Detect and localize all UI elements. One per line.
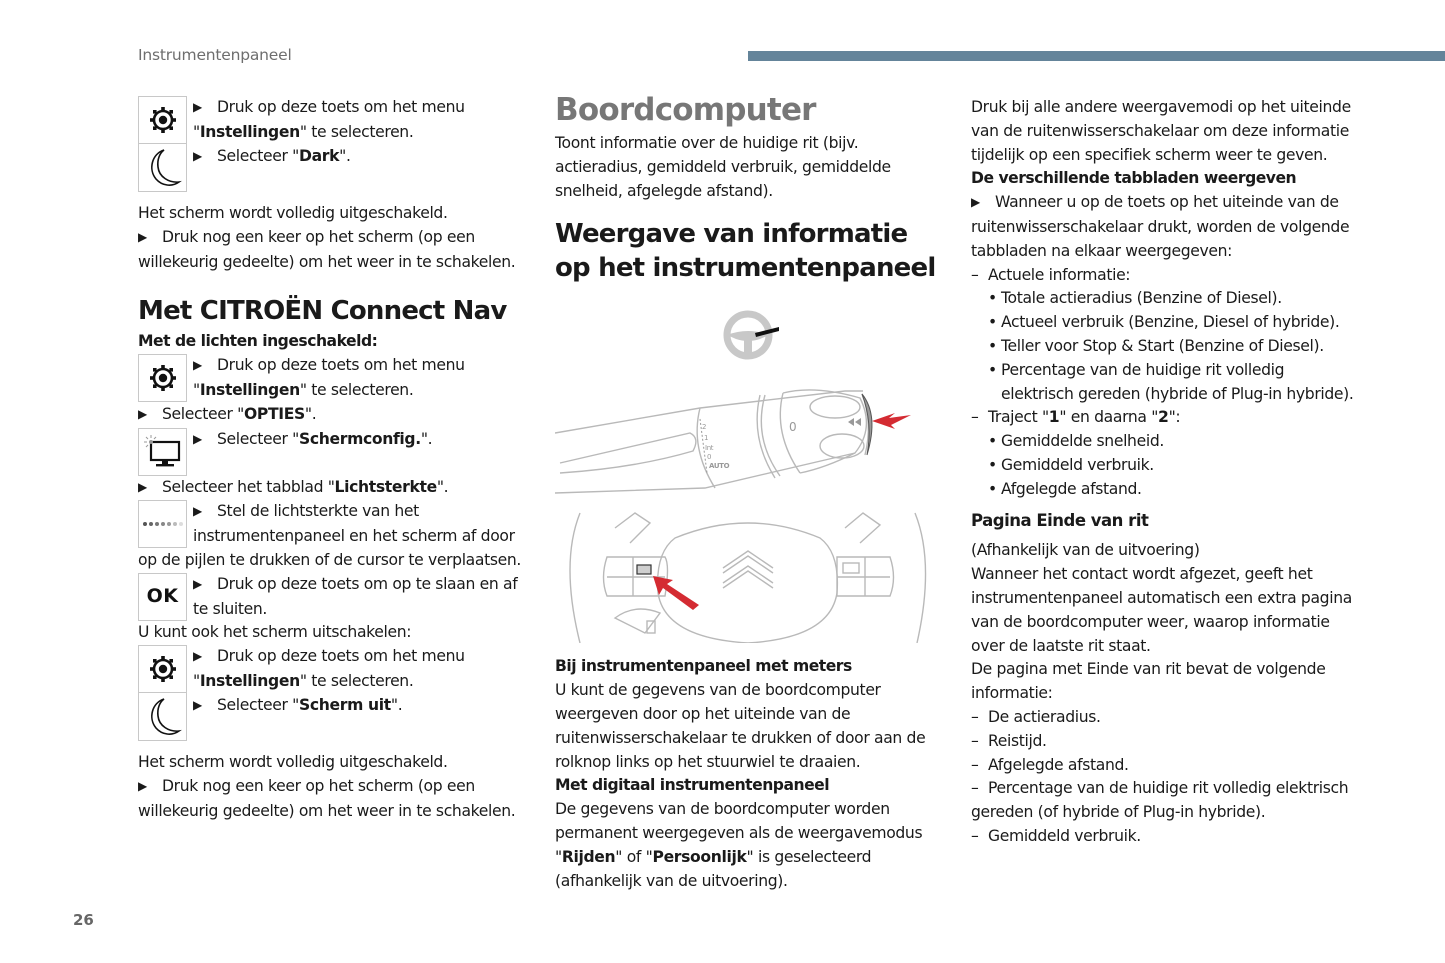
arrow-icon: ▶ <box>971 195 980 210</box>
step-select-brightness-tab: ▶ Selecteer het tabblad "Lichtsterkte". <box>138 476 528 501</box>
svg-text:1: 1 <box>704 434 709 443</box>
analog-cluster-text: U kunt de gegevens van de boordcomputer weergeven door op het uiteinde van de ruitenwisserschakelaar te drukken of door aan de rolknop links op het stuurwiel te draaien. <box>555 681 926 771</box>
list-item: • Teller voor Stop & Start (Benzine of Diesel). <box>988 336 1324 355</box>
digital-cluster-text: De gegevens van de boordcomputer worden permanent weergegeven als de weergavemodus "Rijden" of "Persoonlijk" is geselecteerd (afhankelijk van de uitvoering). <box>555 800 923 890</box>
arrow-icon: ▶ <box>138 406 147 421</box>
trip-label: – Traject "1" en daarna "2": <box>971 408 1181 427</box>
step-open-settings: ▶ Druk op deze toets om het menu "Instellingen" te selecteren. <box>193 98 465 141</box>
list-item: – Percentage van de huidige rit volledig elektrisch gereden (of hybride of Plug-in hybride). <box>971 779 1349 822</box>
monitor-brightness-icon <box>144 434 182 470</box>
arrow-icon: ▶ <box>193 504 202 519</box>
ok-label: OK <box>146 584 179 607</box>
boordcomputer-intro: Toont informatie over de huidige rit (bijv. actieradius, gemiddeld verbruik, gemiddelde snelheid, afgelegde afstand). <box>555 134 891 200</box>
also-switch-off-text: U kunt ook het scherm uitschakelen: <box>138 623 412 642</box>
list-item: • Gemiddelde snelheid. <box>988 432 1164 451</box>
end-of-trip-note: (Afhankelijk van de uitvoering) <box>971 541 1200 560</box>
end-of-trip-text: Wanneer het contact wordt afgezet, geeft het instrumentenpaneel automatisch een extra pagina van de boordcomputer weer, waarop informatie over de laatste rit staat. <box>971 565 1352 655</box>
red-arrow-stalk <box>872 413 911 429</box>
gear-icon <box>148 105 178 135</box>
subheading-lights-on: Met de lichten ingeschakeld: <box>138 332 378 351</box>
current-info-label: – Actuele informatie: <box>971 265 1131 284</box>
subheading-end-of-trip: Pagina Einde van rit <box>971 510 1149 530</box>
running-head-title: Instrumentenpaneel <box>138 46 292 64</box>
list-item: – Afgelegde afstand. <box>971 755 1129 774</box>
moon-icon <box>144 696 182 738</box>
illustration-svg <box>555 303 940 643</box>
end-of-trip-contents: De pagina met Einde van rit bevat de volgende informatie: <box>971 660 1326 703</box>
subheading-tabs: De verschillende tabbladen weergeven <box>971 169 1297 188</box>
screen-off-text: Het scherm wordt volledig uitgeschakeld. <box>138 753 448 772</box>
screen-config-step: ▶ Selecteer "Schermconfig.". <box>138 428 528 476</box>
settings-button-icon[interactable] <box>138 645 187 693</box>
list-item: – Gemiddeld verbruik. <box>971 826 1141 845</box>
svg-text:Int: Int <box>705 444 714 453</box>
stalk-position-2: 2 <box>702 423 707 432</box>
settings-button-icon[interactable] <box>138 354 187 402</box>
arrow-icon: ▶ <box>193 649 202 664</box>
list-item: • Percentage van de huidige rit volledig elektrisch gereden (hybride of Plug-in hybride). <box>988 360 1354 403</box>
tabs-step: ▶ Wanneer u op de toets op het uiteinde van de ruitenwisserschakelaar drukt, worden de volgende tabbladen na elkaar weergegeven: <box>971 193 1350 260</box>
connect-nav-settings-step: ▶ Druk op deze toets om het menu "Instellingen" te selecteren. <box>138 354 528 403</box>
red-arrow-wheel <box>653 576 699 610</box>
arrow-icon: ▶ <box>193 697 202 712</box>
dark-mode-button-icon[interactable] <box>138 144 187 192</box>
list-item: – De actieradius. <box>971 707 1101 726</box>
screen-off-text: Het scherm wordt volledig uitgeschakeld. <box>138 204 448 222</box>
ok-step: OK ▶ Druk op deze toets om op te slaan en af te sluiten. <box>138 573 528 622</box>
subheading-digital-cluster: Met digitaal instrumentenpaneel <box>555 776 830 795</box>
column-left <box>138 96 528 824</box>
ok-button[interactable] <box>138 573 187 621</box>
list-item: • Totale actieradius (Benzine of Diesel). <box>988 289 1282 308</box>
steering-wheel-drawing <box>570 513 926 643</box>
svg-text:0: 0 <box>789 420 797 435</box>
section-heading-display: Weergave van informatie op het instrumentenpaneel <box>555 219 936 284</box>
step-select-dark: ▶ Selecteer "Dark". <box>193 145 528 170</box>
header-color-bar <box>748 51 1445 61</box>
svg-text:AUTO: AUTO <box>709 462 730 471</box>
page-number: 26 <box>73 911 94 929</box>
arrow-icon: ▶ <box>138 778 147 793</box>
subheading-analog-cluster: Bij instrumentenpaneel met meters <box>555 657 852 676</box>
arrow-icon: ▶ <box>193 148 202 163</box>
arrow-icon: ▶ <box>193 358 202 373</box>
step-select-options: ▶ Selecteer "OPTIES". <box>138 403 528 428</box>
settings-button-icon[interactable] <box>138 96 187 144</box>
arrow-icon: ▶ <box>193 100 202 114</box>
column-right <box>971 96 1361 849</box>
steering-wheel-icon <box>727 314 779 356</box>
gear-icon <box>148 363 178 393</box>
wiper-stalk-and-steering-wheel-illustration <box>555 303 940 643</box>
brightness-adjust-step: ▶ Stel de lichtsterkte van het instrumentenpaneel en het scherm af door <box>138 500 528 549</box>
arrow-icon: ▶ <box>138 229 147 244</box>
list-item: – Reistijd. <box>971 731 1047 750</box>
reactivate-step: ▶ Druk nog een keer op het scherm (op een willekeurig gedeelte) om het weer in te schakelen. <box>138 227 516 271</box>
arrow-icon: ▶ <box>193 576 202 591</box>
settings-dark-steps <box>138 96 528 192</box>
list-item: • Afgelegde afstand. <box>988 479 1142 498</box>
list-item: • Actueel verbruik (Benzine, Diesel of hybride). <box>988 313 1340 332</box>
screen-config-button-icon[interactable] <box>138 428 187 476</box>
arrow-icon: ▶ <box>138 479 147 494</box>
screen-off-button-icon[interactable] <box>138 693 187 741</box>
gear-icon <box>148 654 178 684</box>
moon-icon <box>144 147 182 189</box>
brightness-slider-icon[interactable] <box>138 500 187 548</box>
brightness-dots-icon <box>141 519 185 529</box>
section-title-boordcomputer: Boordcomputer <box>555 92 816 128</box>
brightness-adjust-continued: op de pijlen te drukken of de cursor te verplaatsen. <box>138 550 522 569</box>
section-heading-connect-nav: Met CITROËN Connect Nav <box>138 296 507 327</box>
column-middle <box>555 92 945 893</box>
list-item: • Gemiddeld verbruik. <box>988 455 1154 474</box>
wiper-stalk-drawing <box>555 390 868 493</box>
svg-text:0: 0 <box>707 453 712 462</box>
settings-screen-off-steps: ▶ Druk op deze toets om het menu "Instellingen" te selecteren. ▶ Selecteer "Scherm uit". <box>138 645 528 741</box>
other-modes-text: Druk bij alle andere weergavemodi op het uiteinde van de ruitenwisserschakelaar om deze informatie tijdelijk op een specifiek scherm weer te geven. <box>971 98 1351 164</box>
arrow-icon: ▶ <box>193 431 202 446</box>
reactivate-step: ▶ Druk nog een keer op het scherm (op een willekeurig gedeelte) om het weer in te schakelen. <box>138 776 516 820</box>
